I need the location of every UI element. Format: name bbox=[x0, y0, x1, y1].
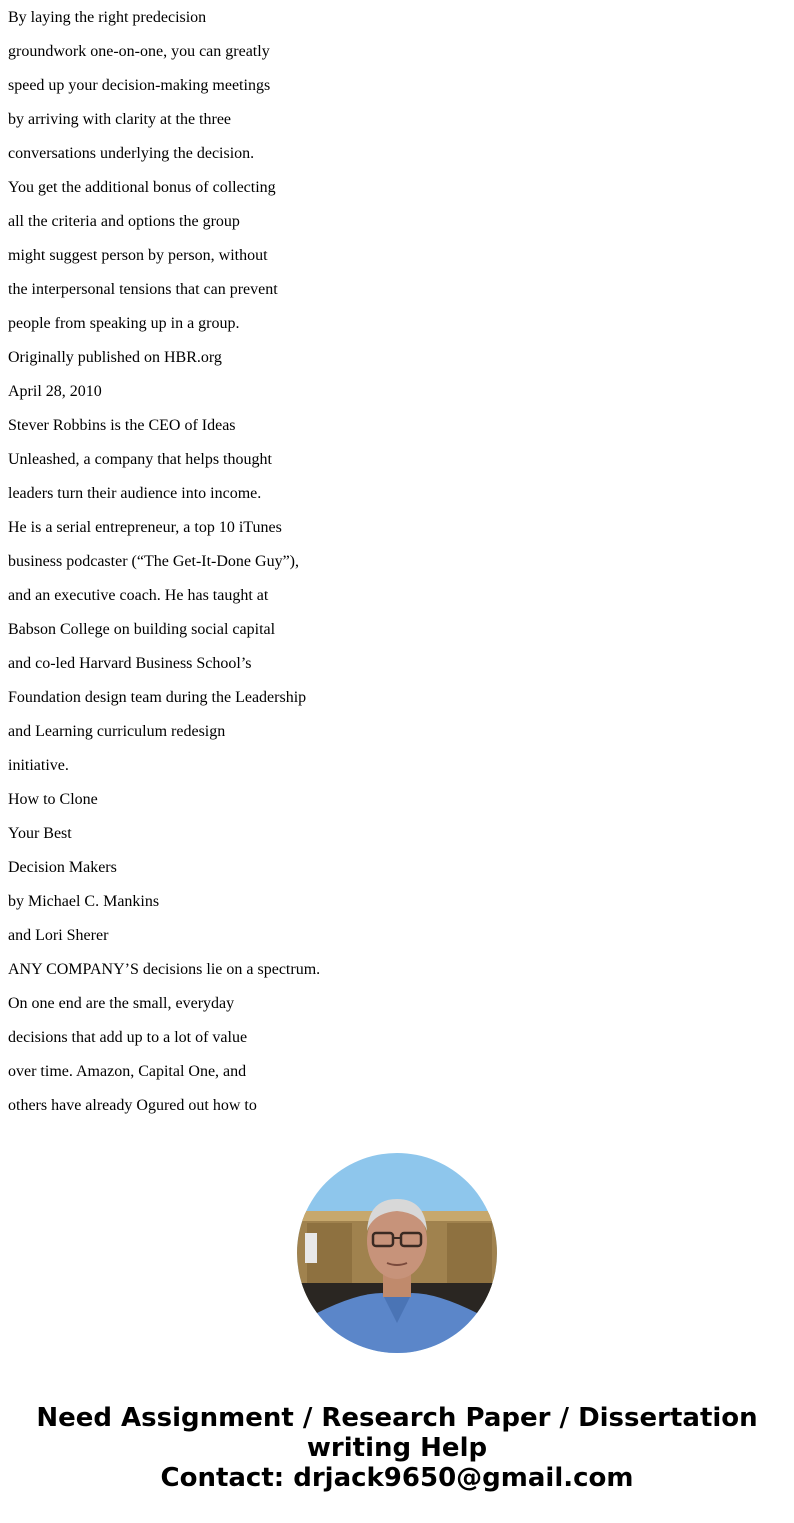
text-line: leaders turn their audience into income. bbox=[8, 485, 262, 502]
text-line: Your Best bbox=[8, 825, 72, 842]
text-line: decisions that add up to a lot of value bbox=[8, 1029, 248, 1046]
text-line: and co-led Harvard Business School’s bbox=[8, 655, 252, 672]
text-line: You get the additional bonus of collecting bbox=[8, 179, 276, 196]
text-line: others have already Ogured out how to bbox=[8, 1097, 257, 1114]
text-line: How to Clone bbox=[8, 791, 98, 808]
text-line: Babson College on building social capital bbox=[8, 621, 276, 638]
promo-contact: Contact: drjack9650@gmail.com bbox=[160, 1463, 634, 1493]
text-line: all the criteria and options the group bbox=[8, 213, 240, 230]
text-line: people from speaking up in a group. bbox=[8, 315, 240, 332]
text-line: Foundation design team during the Leadership bbox=[8, 689, 307, 706]
text-line: speed up your decision-making meetings bbox=[8, 77, 271, 94]
text-line: might suggest person by person, without bbox=[8, 247, 268, 264]
text-line: initiative. bbox=[8, 757, 69, 774]
text-line: He is a serial entrepreneur, a top 10 iTunes bbox=[8, 519, 282, 536]
promo-banner bbox=[0, 1403, 794, 1493]
text-line: over time. Amazon, Capital One, and bbox=[8, 1063, 247, 1080]
portrait-image bbox=[297, 1153, 497, 1353]
text-line: Stever Robbins is the CEO of Ideas bbox=[8, 417, 236, 434]
document-text bbox=[8, 8, 320, 1130]
promo-line-2: writing Help bbox=[306, 1433, 488, 1463]
text-line: and an executive coach. He has taught at bbox=[8, 587, 269, 604]
text-line: Originally published on HBR.org bbox=[8, 349, 222, 366]
promo-line-1: Need Assignment / Research Paper / Dissertation bbox=[36, 1403, 758, 1433]
text-line: conversations underlying the decision. bbox=[8, 145, 255, 162]
text-line: by Michael C. Mankins bbox=[8, 893, 160, 910]
text-line: groundwork one-on-one, you can greatly bbox=[8, 43, 270, 60]
text-line: and Lori Sherer bbox=[8, 927, 109, 944]
text-line: Unleashed, a company that helps thought bbox=[8, 451, 272, 468]
text-line: by arriving with clarity at the three bbox=[8, 111, 232, 128]
text-line: On one end are the small, everyday bbox=[8, 995, 235, 1012]
text-line: Decision Makers bbox=[8, 859, 117, 876]
text-line: ANY COMPANY’S decisions lie on a spectrum. bbox=[8, 961, 321, 978]
text-line: and Learning curriculum redesign bbox=[8, 723, 226, 740]
text-line: the interpersonal tensions that can prevent bbox=[8, 281, 278, 298]
author-photo bbox=[297, 1153, 497, 1353]
text-line: By laying the right predecision bbox=[8, 9, 207, 26]
text-line: business podcaster (“The Get-It-Done Guy”), bbox=[8, 553, 300, 570]
text-line: April 28, 2010 bbox=[8, 383, 102, 400]
